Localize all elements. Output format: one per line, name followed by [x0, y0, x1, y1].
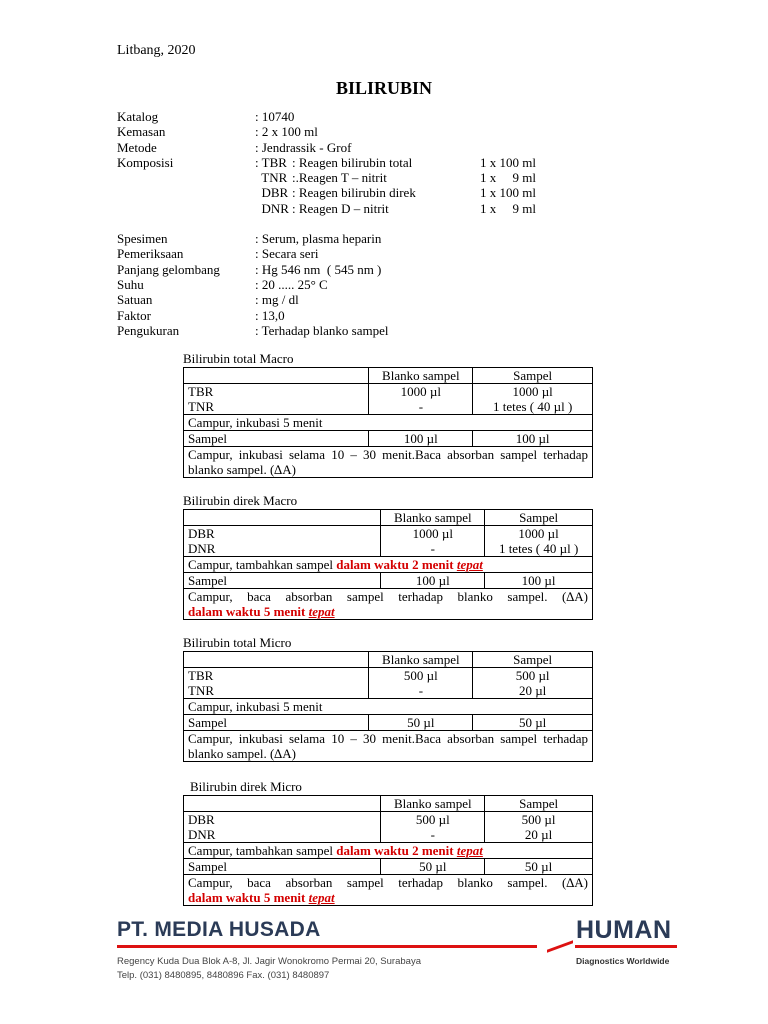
section-direct-macro: [183, 493, 593, 620]
blank-cell: [381, 812, 485, 843]
spec-label: Pemeriksaan: [117, 246, 184, 262]
reagent-name: DNR: [188, 827, 216, 842]
table-row: [184, 384, 593, 415]
reagent-desc: :.Reagen T – nitrit: [292, 170, 387, 186]
emphasis-word: tepat: [308, 604, 335, 619]
reagent-name: DBR: [188, 526, 215, 541]
emphasis-word: tepat: [308, 890, 335, 905]
table-row: [184, 589, 593, 620]
reagent-cell: [184, 812, 381, 843]
table-row: [184, 731, 593, 762]
volume-value: 20 µl: [518, 683, 547, 698]
reagent-cell: [184, 526, 381, 557]
table-row: [184, 715, 593, 731]
volume-value: 1 tetes ( 40 µl ): [498, 541, 579, 556]
table-row: [184, 526, 593, 557]
time-warning: dalam waktu 2 menit: [336, 557, 457, 572]
volume-value: 50 µl: [485, 859, 593, 875]
spec-value: : 20 ..... 25° C: [255, 276, 328, 292]
spec-row: [117, 323, 536, 338]
blank-cell: [381, 526, 485, 557]
spec-value: : mg / dl: [255, 292, 299, 308]
section-total-macro: [183, 351, 593, 478]
reagent-code: TNR: [255, 170, 288, 186]
column-header-blank: Blanko sampel: [381, 510, 485, 526]
composition-row: [117, 201, 536, 216]
spec-row: [117, 277, 536, 292]
address-line: Regency Kuda Dua Blok A-8, Jl. Jagir Wonokromo Permai 20, Surabaya: [117, 956, 421, 967]
reagent-qty: 1 x 9 ml: [480, 170, 536, 186]
volume-value: 50 µl: [473, 715, 593, 731]
volume-value: 100 µl: [369, 431, 473, 447]
procedure-table: [183, 651, 593, 762]
spec-value: : Serum, plasma heparin: [255, 231, 382, 247]
reagent-name: DNR: [188, 541, 216, 556]
spec-label: Faktor: [117, 307, 151, 323]
time-warning: dalam waktu 5 menit: [188, 890, 309, 905]
blank-cell: [369, 384, 473, 415]
instruction-cell: [184, 875, 593, 906]
company-name: PT. MEDIA HUSADA: [117, 918, 321, 941]
spec-row: [117, 262, 536, 277]
spec-label: Satuan: [117, 292, 153, 308]
volume-value: -: [418, 683, 424, 698]
composition-row: [117, 170, 536, 185]
table-row: [184, 843, 593, 859]
spec-value: : 2 x 100 ml: [255, 124, 318, 140]
column-header-sample: Sampel: [485, 796, 593, 812]
section-label: Bilirubin total Micro: [183, 635, 292, 650]
table-row: [184, 447, 593, 478]
reagent-name: DBR: [188, 812, 215, 827]
table-row: [184, 875, 593, 906]
volume-value: 1000 µl: [512, 384, 553, 399]
instruction-text: Campur, baca absorban sampel terhadap blanko sampel. (∆A): [188, 875, 588, 890]
composition-row: [117, 155, 536, 170]
reagent-qty: 1 x 100 ml: [480, 154, 536, 170]
header-note: Litbang, 2020: [117, 43, 196, 58]
table-row: [184, 557, 593, 573]
spec-value: : 13,0: [255, 307, 285, 323]
spec-value: : 10740: [255, 109, 295, 124]
spec-row: [117, 308, 536, 323]
table-header-row: [184, 796, 593, 812]
volume-value: 1000 µl: [412, 526, 453, 541]
instruction-cell: [184, 557, 593, 573]
volume-value: 100 µl: [381, 573, 485, 589]
spec-label: Kemasan: [117, 124, 166, 140]
reagent-qty: 1 x 9 ml: [480, 200, 536, 216]
procedure-table: [183, 367, 593, 478]
spec-value: : Terhadap blanko sampel: [255, 322, 389, 338]
spec-label: Pengukuran: [117, 322, 180, 338]
instruction-text: Campur, baca absorban sampel terhadap blanko sampel. (∆A): [188, 589, 588, 604]
procedure-table: [183, 509, 593, 620]
column-header-sample: Sampel: [473, 652, 593, 668]
brand-logo: HUMAN: [576, 916, 672, 944]
spec-value: : Secara seri: [255, 246, 319, 262]
column-header-sample: Sampel: [485, 510, 593, 526]
table-row: [184, 668, 593, 699]
reagent-cell: [184, 668, 369, 699]
procedure-table: [183, 795, 593, 906]
sample-label: Sampel: [184, 573, 381, 589]
spec-label: Katalog: [117, 109, 159, 124]
spec-row: [117, 292, 536, 307]
table-header-row: [184, 510, 593, 526]
volume-value: -: [418, 399, 424, 414]
instruction-cell: Campur, inkubasi selama 10 – 30 menit.Baca absorban sampel terhadap blanko sampel. (∆A): [184, 731, 593, 762]
table-row: [184, 431, 593, 447]
volume-value: -: [430, 827, 435, 842]
spec-row: [117, 124, 536, 139]
reagent-name: TBR: [188, 668, 214, 683]
reagent-desc: : Reagen bilirubin total: [292, 154, 413, 170]
instruction-cell: Campur, inkubasi 5 menit: [184, 699, 593, 715]
reagent-code: DBR: [255, 185, 289, 201]
footer: [117, 916, 677, 986]
spec-row: [117, 109, 536, 124]
table-row: [184, 859, 593, 875]
volume-value: 20 µl: [524, 827, 553, 842]
sample-cell: [485, 812, 593, 843]
company-address: [117, 955, 421, 983]
footer-divider: [117, 945, 537, 948]
volume-value: 50 µl: [369, 715, 473, 731]
instruction-cell: Campur, inkubasi selama 10 – 30 menit.Baca absorban sampel terhadap blanko sampel. (∆A): [184, 447, 593, 478]
column-header-blank: Blanko sampel: [369, 368, 473, 384]
section-direct-micro: [183, 779, 593, 906]
section-label: Bilirubin direk Macro: [183, 493, 298, 508]
sample-cell: [473, 668, 593, 699]
instruction-cell: [184, 589, 593, 620]
composition-row: [117, 185, 536, 200]
instruction-text: Campur, tambahkan sampel: [188, 557, 337, 572]
reagent-desc: : Reagen D – nitrit: [292, 200, 389, 216]
volume-value: 500 µl: [521, 812, 556, 827]
volume-value: 100 µl: [473, 431, 593, 447]
section-total-micro: [183, 635, 593, 762]
spec-value: : Hg 546 nm ( 545 nm ): [255, 261, 382, 277]
instruction-cell: Campur, inkubasi 5 menit: [184, 415, 593, 431]
phone-line: Telp. (031) 8480895, 8480896 Fax. (031) 8480897: [117, 970, 330, 981]
instruction-cell: [184, 843, 593, 859]
volume-value: 100 µl: [485, 573, 593, 589]
spec-label: Suhu: [117, 276, 144, 292]
sample-cell: [485, 526, 593, 557]
column-header-sample: Sampel: [473, 368, 593, 384]
reagent-name: TBR: [188, 384, 214, 399]
table-row: [184, 415, 593, 431]
time-warning: dalam waktu 5 menit: [188, 604, 309, 619]
sample-label: Sampel: [184, 715, 369, 731]
volume-value: 500 µl: [415, 812, 450, 827]
footer-divider: [575, 945, 677, 948]
time-warning: dalam waktu 2 menit: [336, 843, 457, 858]
reagent-name: TNR: [188, 399, 214, 414]
sample-label: Sampel: [184, 431, 369, 447]
section-label: Bilirubin total Macro: [183, 351, 294, 366]
reagent-code: : TBR: [255, 154, 287, 170]
blank-cell: [369, 668, 473, 699]
footer-divider-accent: [547, 940, 573, 952]
spec-value: : Jendrassik - Grof: [255, 139, 352, 155]
instruction-text: Campur, tambahkan sampel: [188, 843, 337, 858]
reagent-desc: : Reagen bilirubin direk: [292, 185, 416, 201]
volume-value: 500 µl: [515, 668, 550, 683]
table-row: [184, 812, 593, 843]
volume-value: -: [430, 541, 435, 556]
sample-label: Sampel: [184, 859, 381, 875]
table-header-row: [184, 368, 593, 384]
reagent-cell: [184, 384, 369, 415]
column-header-blank: Blanko sampel: [369, 652, 473, 668]
spec-label: Komposisi: [117, 154, 174, 170]
table-row: [184, 699, 593, 715]
spec-row: [117, 231, 536, 246]
brand-tagline: Diagnostics Worldwide: [576, 956, 670, 966]
column-header-blank: Blanko sampel: [381, 796, 485, 812]
volume-value: 500 µl: [403, 668, 438, 683]
volume-value: 1 tetes ( 40 µl ): [492, 399, 573, 414]
page-title: BILIRUBIN: [335, 78, 433, 98]
volume-value: 50 µl: [381, 859, 485, 875]
sample-cell: [473, 384, 593, 415]
section-label: Bilirubin direk Micro: [190, 779, 302, 794]
emphasis-word: tepat: [456, 843, 483, 858]
spec-label: Panjang gelombang: [117, 261, 220, 277]
volume-value: 1000 µl: [518, 526, 559, 541]
reagent-code: DNR: [255, 200, 289, 216]
reagent-name: TNR: [188, 683, 214, 698]
emphasis-word: tepat: [456, 557, 483, 572]
reagent-qty: 1 x 100 ml: [480, 185, 536, 201]
table-row: [184, 573, 593, 589]
volume-value: 1000 µl: [400, 384, 442, 399]
spec-label: Spesimen: [117, 231, 168, 247]
spec-row: [117, 140, 536, 155]
spec-row: [117, 246, 536, 261]
spec-list: [117, 109, 536, 338]
spec-label: Metode: [117, 139, 157, 155]
table-header-row: [184, 652, 593, 668]
